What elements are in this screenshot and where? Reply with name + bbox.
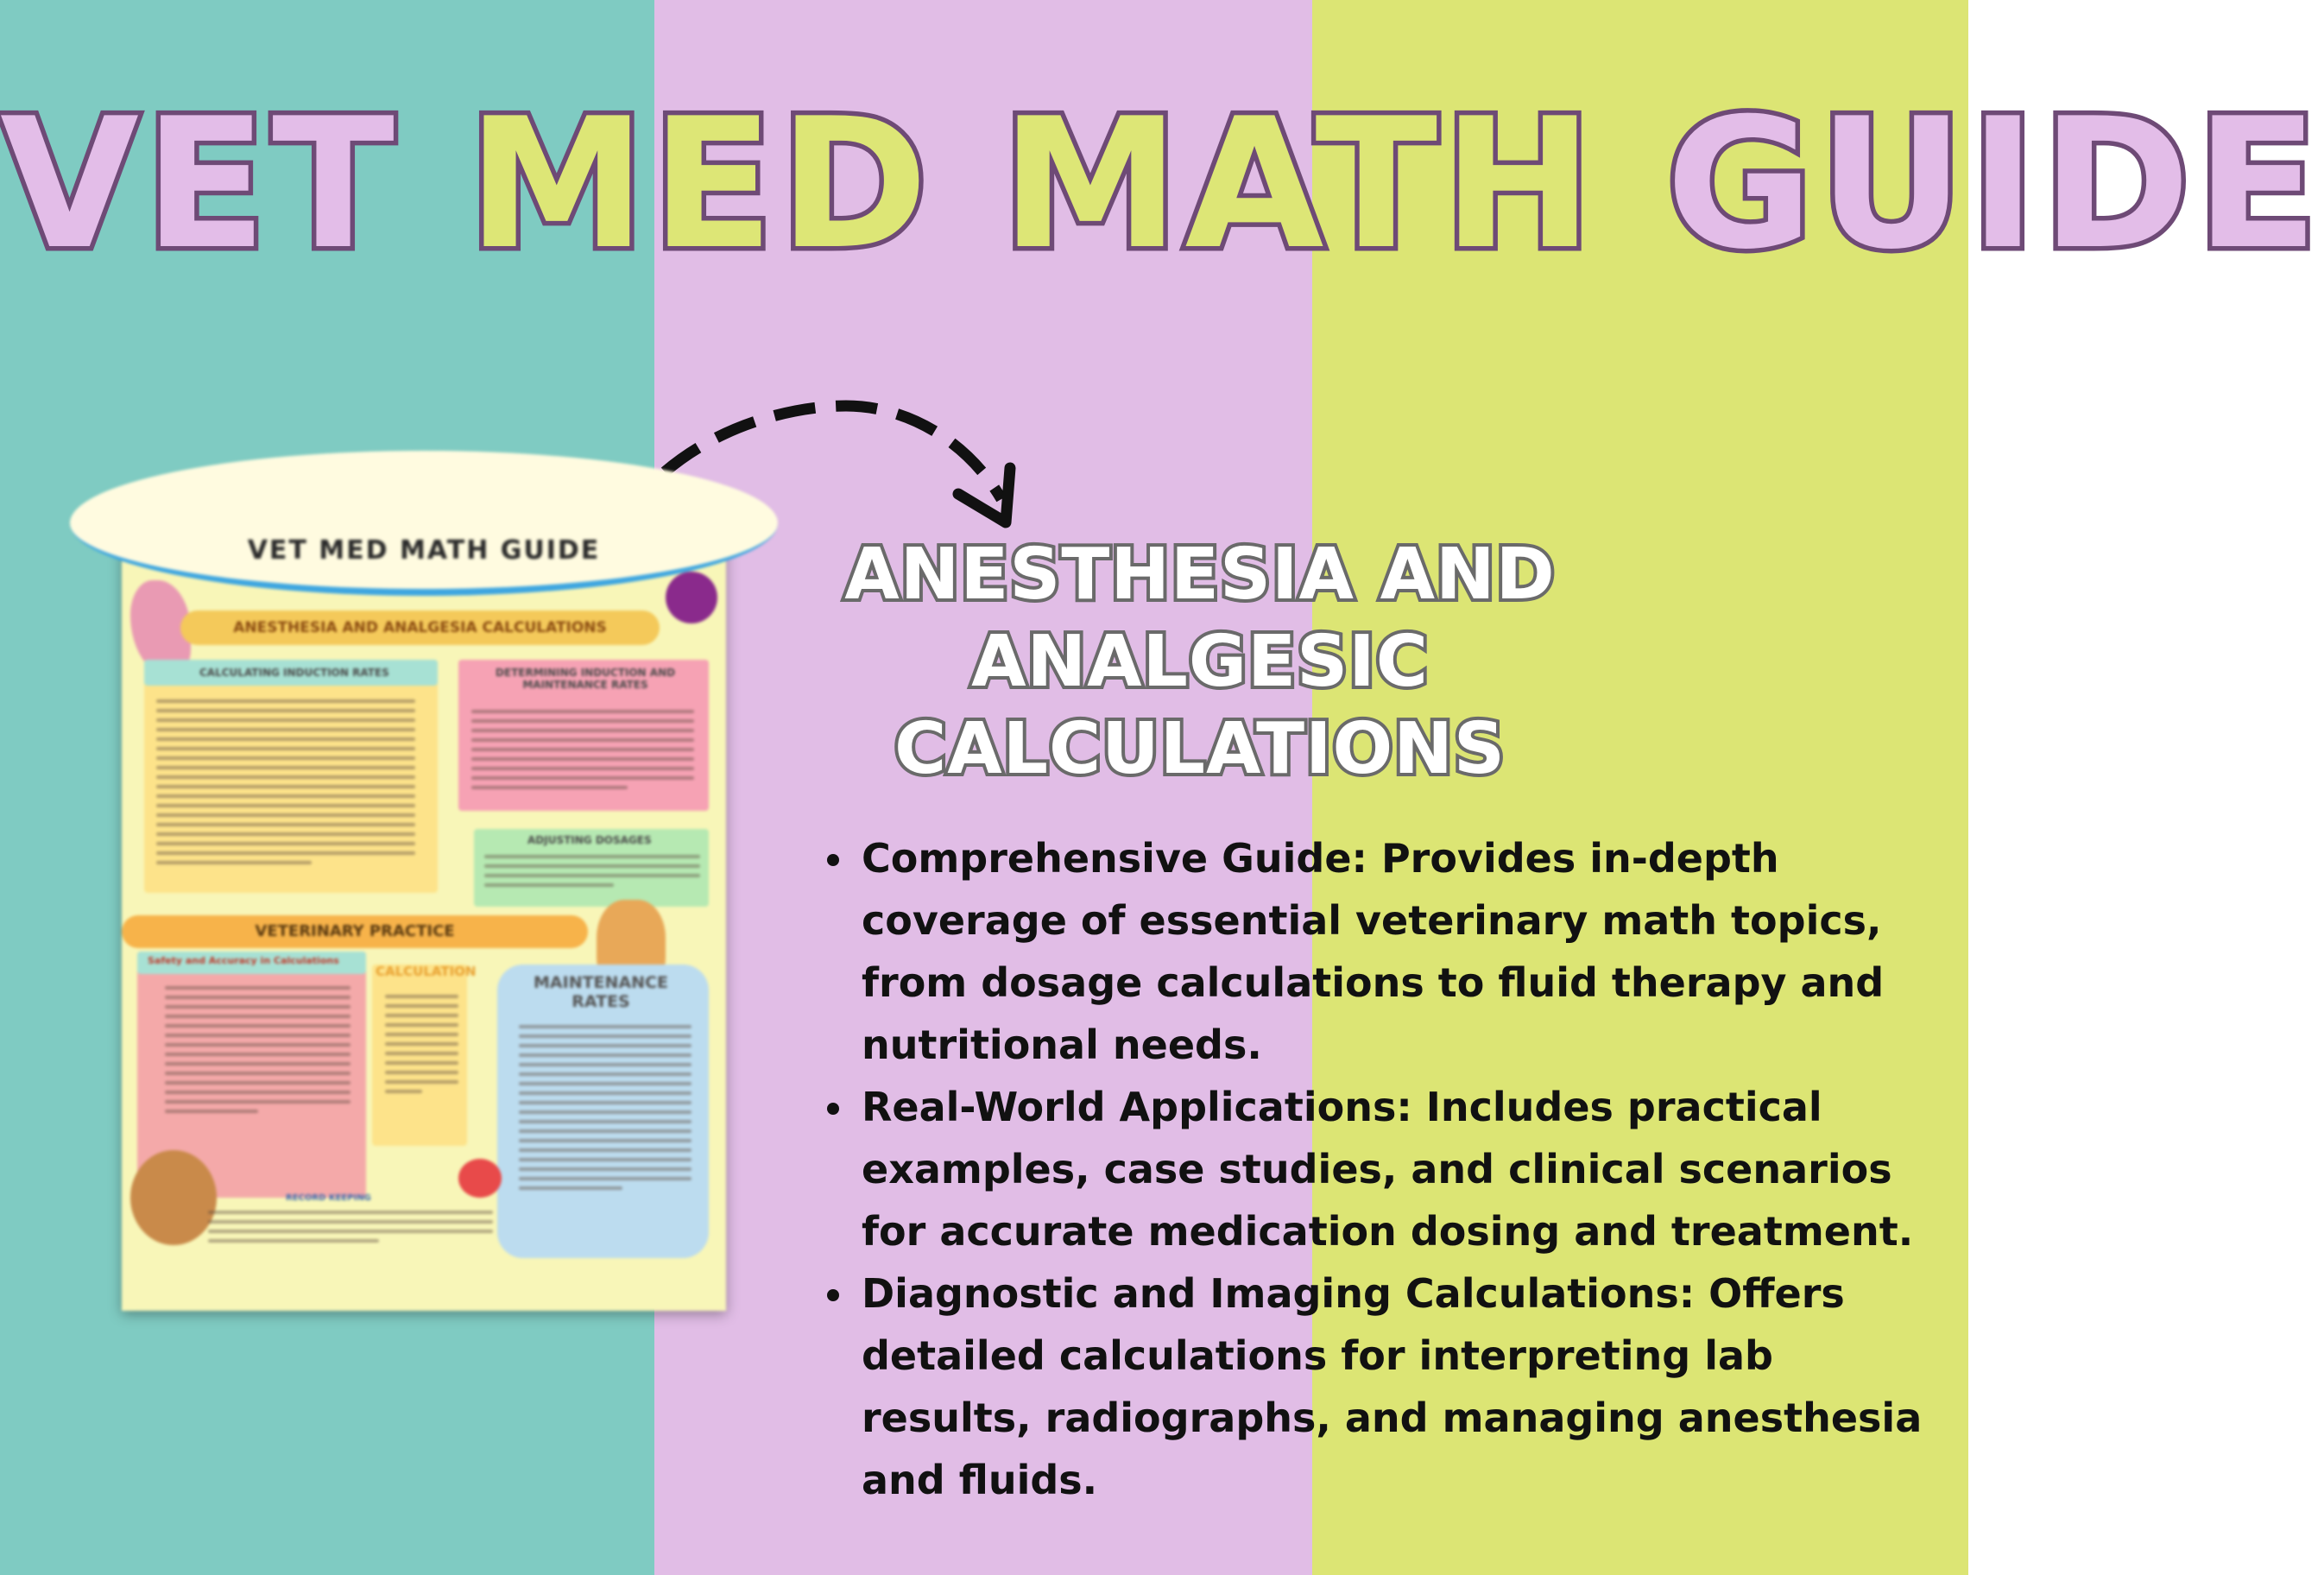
feature-item-text: Comprehensive Guide: Provides in-depth coverage of essential veterinary math topics, from dosage calculations to fluid therapy and nutritional needs. xyxy=(862,835,1885,1068)
preview-box-maintenance-text xyxy=(471,710,694,795)
preview-title: VET MED MATH GUIDE xyxy=(247,535,601,566)
hero-title-word-1: VET xyxy=(0,80,400,289)
feature-list xyxy=(827,827,1949,1511)
feature-item-text: Real-World Applications: Includes practical examples, case studies, and clinical scenarios for accurate medication dosing and treatment. xyxy=(862,1084,1914,1255)
bullet-dot-icon xyxy=(827,1103,839,1115)
paw-print-icon xyxy=(458,1159,502,1198)
preview-footer-text xyxy=(208,1211,493,1249)
feature-item xyxy=(827,1262,1949,1511)
preview-box-safety-header: Safety and Accuracy in Calculations xyxy=(148,955,339,966)
bullet-dot-icon xyxy=(827,1289,839,1301)
feature-item xyxy=(827,1076,1949,1262)
section-title-line-3: CALCULATIONS xyxy=(894,708,1506,790)
preview-box-induction-header: CALCULATING INDUCTION RATES xyxy=(199,667,389,679)
section-title-line-2: ANALGESIC xyxy=(971,621,1429,703)
hero-title-word-3: MATH xyxy=(1001,80,1599,289)
preview-box-adjusting-header: ADJUSTING DOSAGES xyxy=(527,834,652,846)
puppy-illustration xyxy=(130,1150,217,1245)
preview-ribbon-practice: VETERINARY PRACTICE xyxy=(122,915,588,948)
preview-box-maintenance-header: DETERMINING INDUCTION AND MAINTENANCE RATES xyxy=(495,667,676,691)
feature-item xyxy=(827,827,1949,1076)
bullet-dot-icon xyxy=(827,854,839,866)
section-title-line-1: ANESTHESIA AND xyxy=(844,534,1556,616)
guide-preview-thumbnail xyxy=(122,528,726,1311)
preview-box-safety-text xyxy=(165,986,350,1119)
preview-box-adjusting-text xyxy=(484,855,700,893)
feature-item-text: Diagnostic and Imaging Calculations: Offers detailed calculations for interpreting lab results, radiographs, and managing anesthesia and fluids. xyxy=(862,1270,1923,1503)
preview-box-induction-text xyxy=(156,699,415,870)
preview-box-calculation-text xyxy=(385,995,458,1099)
preview-box-rates-header: MAINTENANCE RATES xyxy=(534,973,668,1011)
hero-title-word-2: MED xyxy=(467,80,934,289)
section-title xyxy=(829,531,1571,793)
preview-box-rates-text xyxy=(519,1025,692,1196)
hero-title-word-4: GUIDE xyxy=(1665,80,2324,289)
preview-footer-header: RECORD KEEPING xyxy=(286,1193,371,1203)
hero-title xyxy=(0,80,2324,289)
preview-header-arc xyxy=(70,451,778,596)
virus-illustration xyxy=(666,572,717,623)
preview-ribbon-anesthesia: ANESTHESIA AND ANALGESIA CALCULATIONS xyxy=(180,610,660,645)
preview-box-calculation-header: CALCULATION xyxy=(376,964,477,979)
